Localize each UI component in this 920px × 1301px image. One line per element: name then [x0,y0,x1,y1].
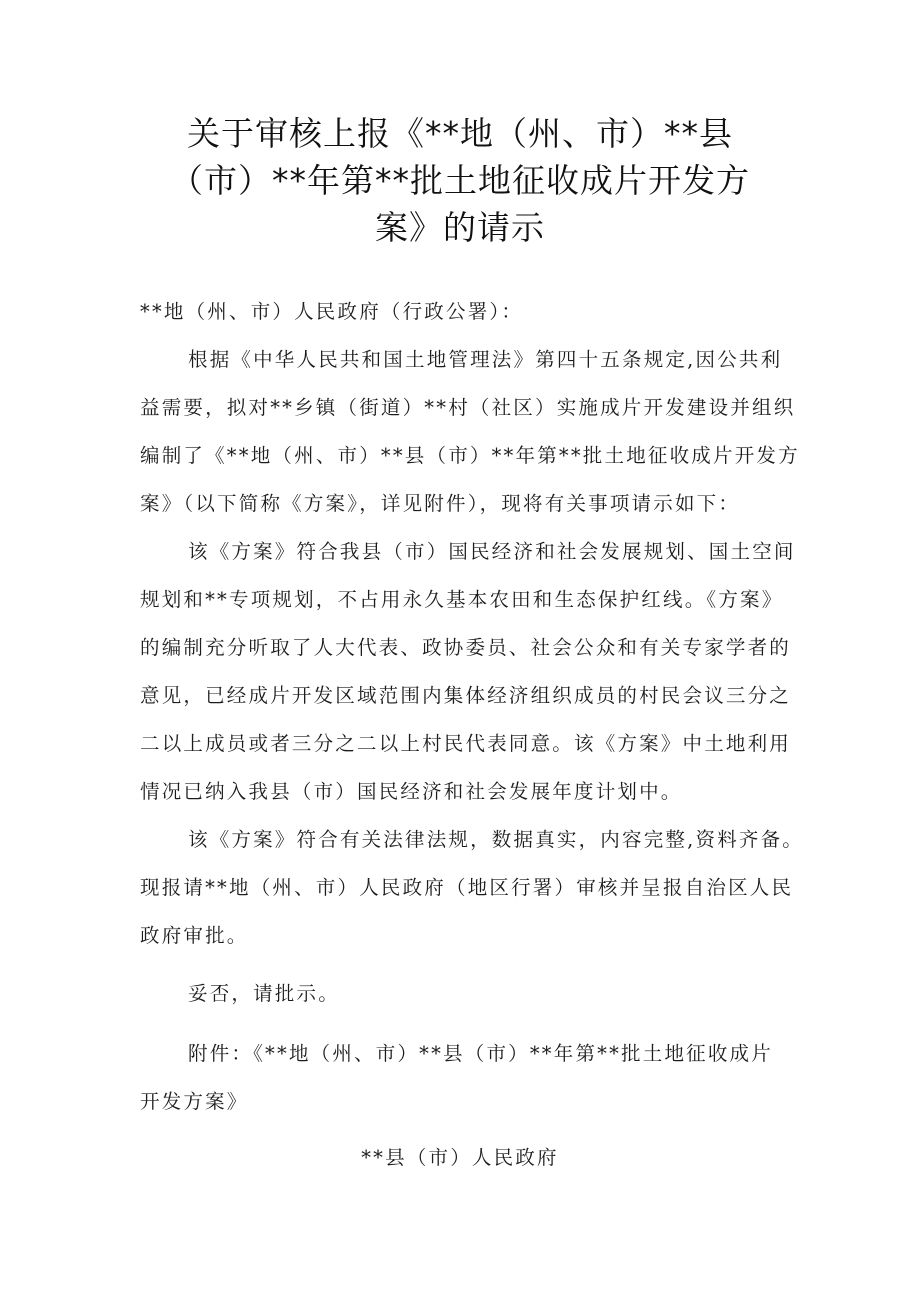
title-line-3: 案》的请示 [375,208,545,247]
title-line-2: （市）**年第**批土地征收成片开发方 [170,161,750,200]
body-line: 规划和**专项规划，不占用永久基本农田和生态保护红线。《方案》 [140,588,784,611]
body-line: 情况已纳入我县（市）国民经济和社会发展年度计划中。 [140,780,683,803]
body-line: 政府审批。 [140,924,249,947]
salutation: **地（州、市）人民政府（行政公署）： [140,300,524,323]
body-line: 该《方案》符合我县（市）国民经济和社会发展规划、国土空间 [188,540,796,563]
attachment-line-2: 开发方案》 [140,1090,249,1113]
closing-line: 妥否，请批示。 [188,982,340,1005]
body-line: 编制了《**地（州、市）**县（市）**年第**批土地征收成片开发方 [140,444,800,467]
body-line: 案》（以下简称《方案》，详见附件），现将有关事项请示如下： [140,492,741,515]
body-line: 的编制充分听取了人大代表、政协委员、社会公众和有关专家学者的 [140,636,792,659]
body-line: 二以上成员或者三分之二以上村民代表同意。该《方案》中土地利用 [140,732,792,755]
body-line: 该《方案》符合有关法律法规，数据真实，内容完整,资料齐备。 [188,828,804,851]
attachment-line-1: 附件：《**地（州、市）**县（市）**年第**批土地征收成片 [188,1042,773,1065]
signature: **县（市）人民政府 [361,1146,559,1169]
body-line: 意见，已经成片开发区域范围内集体经济组织成员的村民会议三分之 [140,684,792,707]
body-line: 根据《中华人民共和国土地管理法》第四十五条规定,因公共利 [188,348,783,371]
body-line: 益需要，拟对**乡镇（街道）**村（社区）实施成片开发建设并组织 [140,396,796,419]
body-line: 现报请**地（州、市）人民政府（地区行署）审核并呈报自治区人民 [140,876,794,899]
title-line-1: 关于审核上报《**地（州、市）**县 [187,114,733,153]
